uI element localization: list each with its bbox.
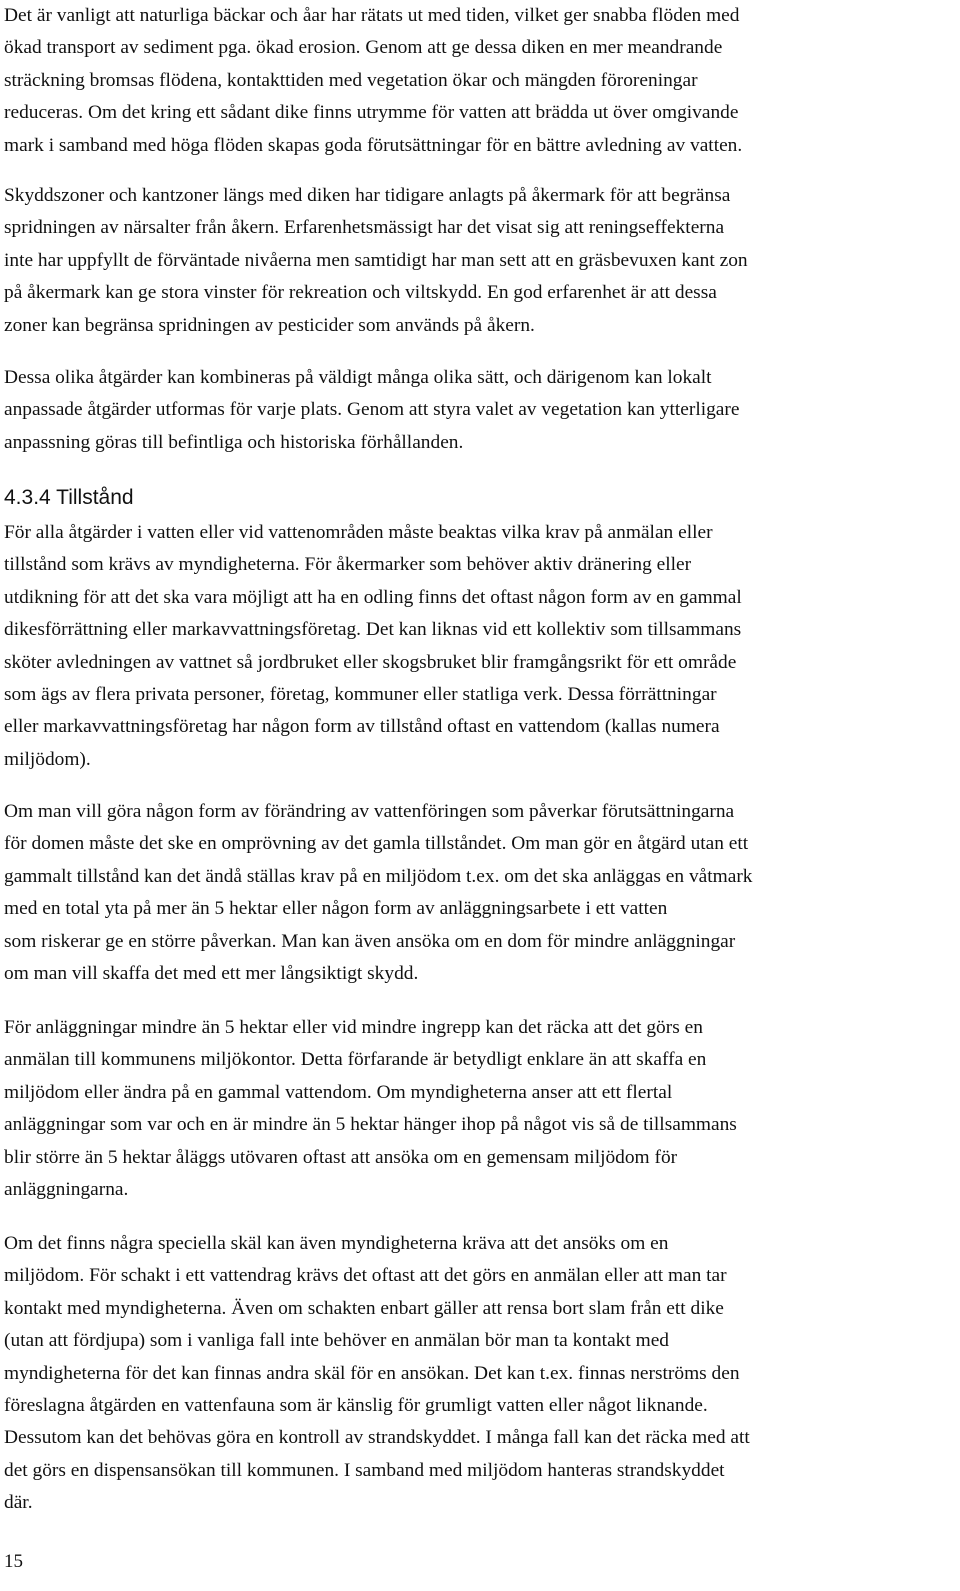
text-line: miljödom eller ändra på en gammal vattendom. Om myndigheterna anser att ett flertal [4,1081,673,1103]
text-line: Dessutom kan det behövas göra en kontroll av strandskyddet. I många fall kan det räcka med att [4,1427,750,1449]
paragraph-watercourse-meandering [4,0,742,162]
text-line: Det är vanligt att naturliga bäckar och åar har rätats ut med tiden, vilket ger snabba flöden med [4,5,740,26]
text-line: sköter avledningen av vattnet så jordbruket eller skogsbruket blir framgångsrikt för ett område [4,651,737,673]
text-line: Dessa olika åtgärder kan kombineras på väldigt många olika sätt, och därigenom kan lokalt [4,367,712,388]
text-line: med en total yta på mer än 5 hektar eller någon form av anläggningsarbete i ett vatten [4,898,668,920]
text-line: som ägs av flera privata personer, företag, kommuner eller statliga verk. Dessa förrättningar [4,684,717,706]
text-line: miljödom. För schakt i ett vattendrag krävs det oftast att det görs en anmälan eller att man tar [4,1265,727,1287]
text-line: där. [4,1492,33,1514]
text-line: blir större än 5 hektar åläggs utövaren oftast att ansöka om en gemensam miljödom för [4,1146,678,1168]
text-line: Skyddszoner och kantzoner längs med diken har tidigare anlagts på åkermark för att begränsa [4,185,731,206]
paragraph-small-facilities [4,1012,737,1206]
text-line: anläggningarna. [4,1179,129,1201]
text-line: mark i samband med höga flöden skapas goda förutsättningar för en bättre avledning av vatten. [4,134,743,156]
text-line: kontakt med myndigheterna. Även om schakten enbart gäller att rensa bort slam från ett dike [4,1297,724,1319]
text-line: utdikning för att det ska vara möjligt att ha en odling finns det oftast någon form av en gammal [4,586,742,608]
text-line: anpassning göras till befintliga och historiska förhållanden. [4,431,464,453]
text-line: sträckning bromsas flödena, kontakttiden med vegetation ökar och mängden föroreningar [4,69,698,91]
text-line: reduceras. Om det kring ett sådant dike finns utrymme för vatten att brädda ut över omgivande [4,102,739,124]
text-line: om man vill skaffa det med ett mer långsiktigt skydd. [4,963,419,985]
text-line: ökad transport av sediment pga. ökad erosion. Genom att ge dessa diken en mer meandrande [4,37,723,59]
paragraph-special-reasons [4,1228,750,1520]
text-line: myndigheterna för det kan finnas andra skäl för en ansökan. Det kan t.ex. finnas nerströms den [4,1362,740,1384]
text-line: anpassade åtgärder utformas för varje plats. Genom att styra valet av vegetation kan ytterligare [4,399,740,421]
text-line: zoner kan begränsa spridningen av pesticider som används på åkern. [4,314,535,336]
text-line: Om man vill göra någon form av förändring av vattenföringen som påverkar förutsättningarna [4,801,735,822]
text-line: tillstånd som krävs av myndigheterna. För åkermarker som behöver aktiv dränering eller [4,554,692,576]
text-line: för domen måste det ske en omprövning av det gamla tillståndet. Om man gör en åtgärd utan ett [4,833,749,855]
text-line: dikesförrättning eller markavvattningsföretag. Det kan liknas vid ett kollektiv som tillsammans [4,619,742,641]
text-line: på åkermark kan ge stora vinster för rekreation och viltskydd. En god erfarenhet är att dessa [4,282,717,304]
text-line: För anläggningar mindre än 5 hektar eller vid mindre ingrepp kan det räcka att det görs en [4,1017,703,1038]
text-line: som riskerar ge en större påverkan. Man kan även ansöka om en dom för mindre anläggningar [4,930,736,952]
page-number: 15 [4,1551,23,1572]
text-line: anmälan till kommunens miljökontor. Detta förfarande är betydligt enklare än att skaffa en [4,1049,707,1071]
paragraph-buffer-zones [4,180,748,342]
text-line: (utan att fördjupa) som i vanliga fall inte behöver en anmälan bör man ta kontakt med [4,1330,669,1352]
text-line: det görs en dispensansökan till kommunen. I samband med miljödom hanteras strandskyddet [4,1459,725,1481]
text-line: spridningen av närsalter från åkern. Erfarenhetsmässigt har det visat sig att reningseffekterna [4,217,725,239]
paragraph-changes-review [4,796,753,990]
paragraph-combined-measures [4,362,739,459]
text-line: gammalt tillstånd kan det ändå ställas krav på en miljödom t.ex. om det ska anläggas en våtmark [4,865,753,887]
text-line: miljödom). [4,748,91,770]
text-line: eller markavvattningsföretag har någon form av tillstånd oftast en vattendom (kallas numera [4,716,720,738]
text-line: inte har uppfyllt de förväntade nivåerna men samtidigt har man sett att en gräsbevuxen kant zon [4,249,748,271]
paragraph-permits [4,517,742,776]
text-line: föreslagna åtgärden en vattenfauna som är känslig för grumligt vatten eller något liknande. [4,1395,708,1417]
text-line: Om det finns några speciella skäl kan även myndigheterna kräva att det ansöks om en [4,1233,669,1254]
text-line: anläggningar som var och en är mindre än 5 hektar hänger ihop på något vis så de tillsammans [4,1114,737,1136]
section-heading: 4.3.4 Tillstånd [4,486,134,509]
text-line: För alla åtgärder i vatten eller vid vattenområden måste beaktas vilka krav på anmälan eller [4,522,713,543]
